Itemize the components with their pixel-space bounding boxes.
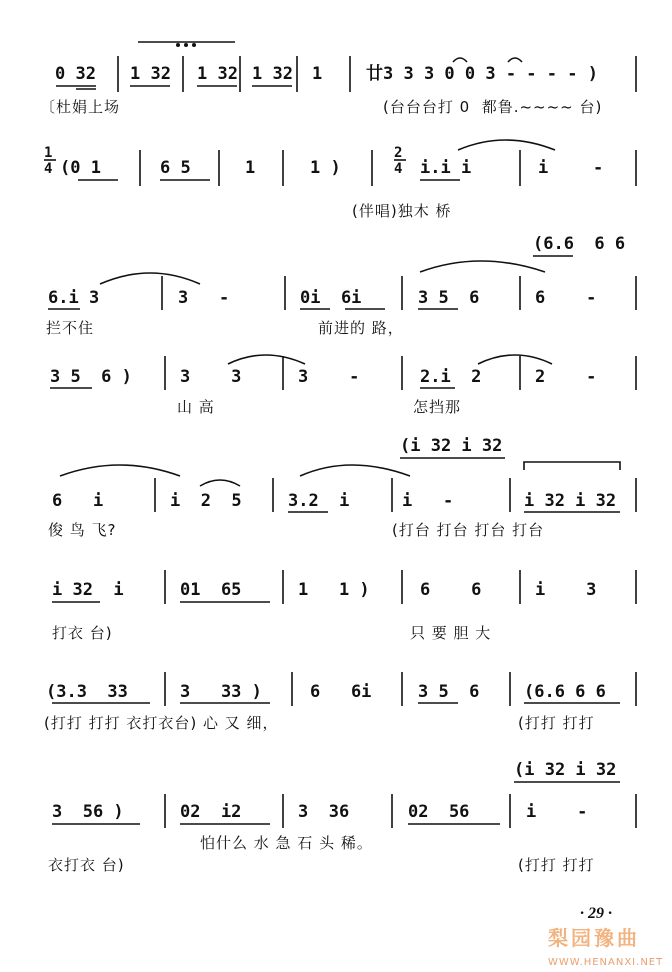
dot (192, 43, 196, 47)
row1-lyric-right: (台台台打 0 都鲁.~~~~ 台) (383, 98, 603, 116)
row5-lyric-a: 俊 鸟 飞? (48, 521, 117, 539)
row2-notes-g: - (593, 158, 604, 178)
row4-notes-b: 3 3 (180, 367, 242, 387)
row1-lyric-left: 〔杜娟上场 (40, 98, 121, 116)
row2-notes-b: 6 5 (160, 158, 191, 178)
row5-notes-b: i 2 5 (170, 491, 242, 511)
row8-lyric-a: 怕什么 水 急 石 头 稀。 (200, 834, 373, 852)
row1-notes-d: 1 32 (252, 64, 293, 84)
row5-notes-a: 6 i (52, 491, 104, 511)
row6-lyric-a: 打衣 台) (52, 624, 113, 642)
row9-lyric-b: (打打 打打 (518, 856, 595, 874)
row3-notes-c: 0i 6i (300, 288, 362, 308)
row5-notes-e: i 32 i 32 (524, 491, 617, 511)
row3-lyric-b: 前进的 路， (318, 319, 404, 337)
row1-notes-c: 1 32 (197, 64, 238, 84)
row2-notes-d: 1 ) (310, 158, 341, 178)
slur (420, 261, 545, 272)
row7-notes-e: (6.6 6 6 (524, 682, 606, 702)
row2-notes-c: 1 (245, 158, 256, 178)
watermark-url: WWW.HENANXI.NET (548, 957, 664, 968)
row5-notes-d: i - (402, 491, 454, 511)
row8-notes-e: i - (526, 802, 588, 822)
slur (458, 140, 555, 150)
row3-upper-notes: (6.6 6 6 (533, 234, 626, 254)
fermata (508, 58, 522, 62)
row5-notes-c: 3.2 i (288, 491, 350, 511)
row4-notes-e: 2 - (535, 367, 597, 387)
row5-upper-notes: (i 32 i 32 (400, 436, 503, 456)
slur (478, 355, 552, 364)
row5-lyric-b: (打台 打台 打台 打台 (392, 521, 545, 539)
row2-notes-e: i.i i (420, 158, 472, 178)
row3-notes-d: 3 5 6 (418, 288, 480, 308)
dot (184, 43, 188, 47)
row6-lyric-b: 只 要 胆 大 (410, 624, 492, 642)
row1-notes-b: 1 32 (130, 64, 171, 84)
row7-notes-c: 6 6i (310, 682, 372, 702)
row4-lyric-a: 山 高 (177, 398, 215, 416)
row6-notes-a: i 32 i (52, 580, 124, 600)
slur (228, 355, 305, 364)
row9-lyric-a: 衣打衣 台) (48, 856, 125, 874)
row1-notes-e: 1 (312, 64, 323, 84)
row7-lyric-a: (打打 打打 衣打衣台) 心 又 细， (44, 714, 279, 732)
row3-notes-a: 6.i 3 (48, 288, 100, 308)
bracket (524, 462, 620, 470)
row1-notes-f: 廿3 3 3 0 0 3 - - - - ) (366, 64, 598, 84)
page-number: · 29 · (580, 905, 612, 922)
row6-notes-c: 1 1 ) (298, 580, 370, 600)
row2-notes-f: i (538, 158, 549, 178)
row3-notes-e: 6 - (535, 288, 597, 308)
row2-time-sig-a: 1 (44, 145, 53, 161)
row6-notes-d: 6 6 (420, 580, 482, 600)
row2-lyric: (伴唱)独木 桥 (352, 202, 452, 220)
row8-notes-d: 02 56 (408, 802, 470, 822)
row7-notes-b: 3 33 ) (180, 682, 262, 702)
row1-notes-a: 0 32 (55, 64, 96, 84)
slur (60, 465, 180, 476)
row4-notes-d: 2.i 2 (420, 367, 482, 387)
row7-lyric-b: (打打 打打 (518, 714, 595, 732)
row6-notes-e: i 3 (535, 580, 597, 600)
row8-notes-b: 02 i2 (180, 802, 242, 822)
row7-notes-a: (3.3 33 (46, 682, 128, 702)
row2-time-sig2-b: 4 (394, 161, 403, 177)
row4-notes-c: 3 - (298, 367, 360, 387)
row7-notes-d: 3 5 6 (418, 682, 480, 702)
row8-upper-notes: (i 32 i 32 (514, 760, 617, 780)
fermata (453, 58, 467, 62)
row3-notes-b: 3 - (178, 288, 230, 308)
slur (300, 465, 410, 476)
row2-notes-a: (0 1 (60, 158, 101, 178)
row4-lyric-b: 怎挡那 (413, 398, 462, 416)
row4-notes-a: 3 5 6 ) (50, 367, 132, 387)
row8-notes-c: 3 36 (298, 802, 350, 822)
row2-time-sig2-a: 2 (394, 145, 403, 161)
row8-notes-a: 3 56 ) (52, 802, 124, 822)
slur (200, 480, 240, 486)
row2-time-sig-b: 4 (44, 161, 53, 177)
row6-notes-b: 01 65 (180, 580, 242, 600)
dot (176, 43, 180, 47)
slur (100, 273, 200, 284)
row3-lyric-a: 拦不住 (46, 319, 95, 337)
watermark-logo: 梨园豫曲 (548, 926, 640, 950)
